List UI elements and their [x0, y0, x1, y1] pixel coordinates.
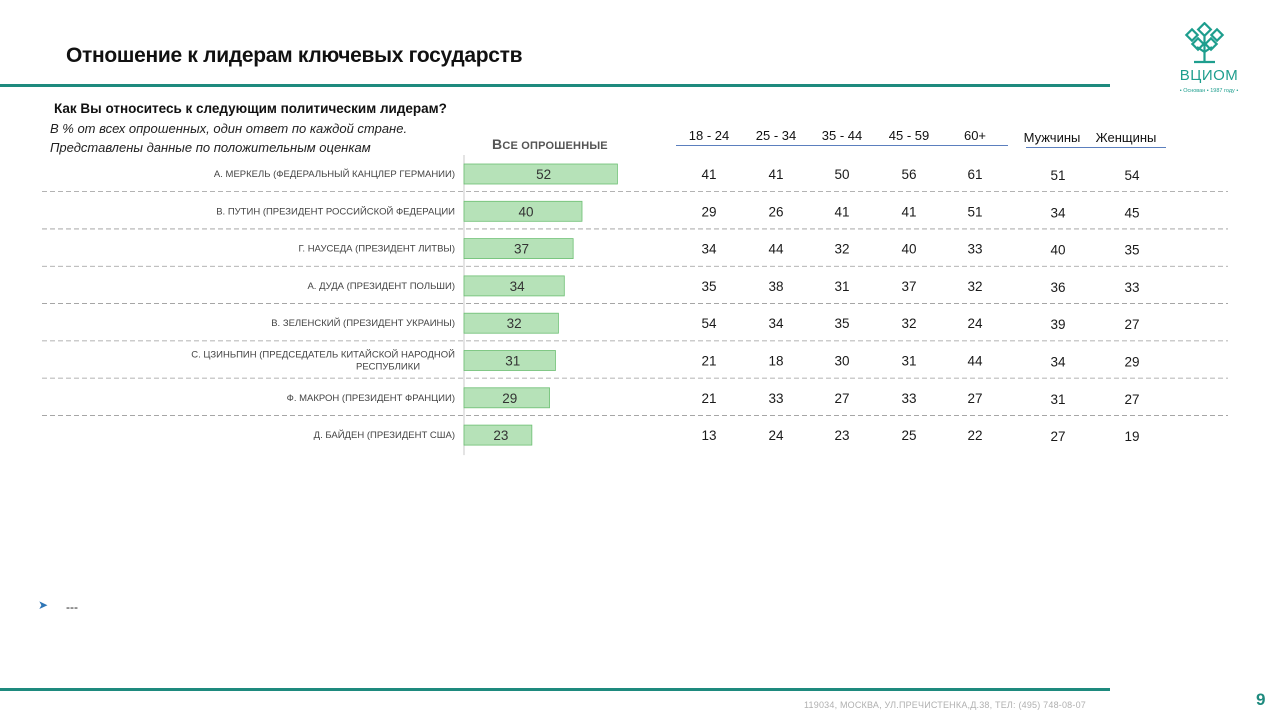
category-label: Г. Науседа (президент Литвы) [298, 243, 455, 255]
column-header: 60+ [963, 128, 987, 143]
slide-title: Отношение к лидерам ключевых государств [66, 44, 523, 67]
bar-value-label: 52 [536, 167, 552, 182]
table-cell: 29 [701, 204, 717, 220]
table-cell: 33 [768, 390, 784, 406]
category-label: В. Зеленский (президент Украины) [271, 318, 455, 330]
table-cell: 21 [701, 390, 717, 406]
table-cell: 22 [967, 428, 983, 444]
table-cell: 30 [834, 353, 850, 369]
table-cell: 32 [901, 316, 917, 332]
table-cell: 40 [1050, 242, 1066, 258]
column-header: Мужчины [1023, 130, 1081, 145]
table-cell: 54 [1124, 168, 1140, 183]
table-cell: 35 [701, 278, 717, 294]
column-header: 25 - 34 [755, 128, 797, 143]
table-cell: 32 [967, 278, 983, 294]
table-cell: 24 [967, 316, 983, 332]
category-label: А. Меркель (федеральный канцлер Германии) [213, 169, 455, 180]
footer-address: 119034, МОСКВА, УЛ.ПРЕЧИСТЕНКА,Д.38, ТЕЛ: (495) 748-08-07 [804, 700, 1086, 710]
table-cell: 34 [1050, 205, 1066, 221]
table-cell: 27 [1050, 429, 1066, 445]
bar-value-label: 37 [514, 241, 530, 257]
all-label-first: В [492, 136, 503, 152]
table-cell: 41 [834, 204, 850, 220]
category-label: С. Цзиньпин (председатель Китайской Народной Республики [191, 349, 455, 373]
table-cell: 44 [967, 353, 983, 369]
arrow-bullet-icon: ➤ [38, 598, 49, 612]
table-cell: 41 [701, 167, 717, 182]
bar-value-label: 40 [518, 204, 534, 220]
logo-tagline: • Основан • 1987 году • [1179, 88, 1239, 94]
category-label: А. Дуда (президент Польши) [307, 280, 455, 292]
table-cell: 40 [901, 241, 917, 257]
table-cell: 31 [834, 278, 850, 294]
table-cell: 44 [768, 241, 784, 257]
table-cell: 51 [1050, 168, 1066, 183]
bar-value-label: 31 [505, 353, 521, 369]
bar-value-label: 32 [506, 316, 522, 332]
note-line-2: Представлены данные по положительным оценкам [50, 140, 371, 155]
table-cell: 41 [768, 167, 784, 182]
bar-value-label: 29 [502, 390, 518, 406]
table-cell: 27 [834, 390, 850, 406]
table-cell: 29 [1124, 354, 1140, 370]
category-label: Д. Байден (президент США) [313, 430, 455, 442]
category-label: Ф. Макрон (президент Франции) [286, 392, 455, 404]
table-cell: 13 [701, 428, 717, 444]
column-header: 45 - 59 [888, 128, 930, 143]
table-cell: 41 [901, 204, 917, 220]
category-label: В. Путин (президент Российской Федерации [216, 206, 455, 218]
table-cell: 32 [834, 241, 850, 257]
table-cell: 21 [701, 353, 717, 369]
table-cell: 51 [967, 204, 983, 220]
all-label-rest: СЕ ОПРОШЕННЫЕ [502, 140, 608, 152]
table-cell: 38 [768, 278, 784, 294]
table-cell: 33 [1124, 279, 1140, 295]
logo-text: ВЦИОМ [1179, 67, 1239, 84]
table-cell: 27 [1124, 391, 1140, 407]
table-cell: 23 [834, 428, 850, 444]
column-header: 35 - 44 [821, 128, 863, 143]
table-cell: 56 [901, 167, 917, 182]
bottom-divider [0, 688, 1110, 691]
table-cell: 24 [768, 428, 784, 444]
table-cell: 26 [768, 204, 784, 220]
table-cell: 27 [967, 390, 983, 406]
table-cell: 33 [967, 241, 983, 257]
note-line-1: В % от всех опрошенных, один ответ по каждой стране. [50, 121, 408, 136]
table-cell: 31 [901, 353, 917, 369]
table-cell: 50 [834, 167, 850, 182]
table-cell: 37 [901, 278, 917, 294]
page-number: 9 [1256, 690, 1266, 709]
table-cell: 31 [1050, 391, 1066, 407]
bar-value-label: 23 [493, 428, 509, 444]
table-cell: 39 [1050, 317, 1066, 333]
table-cell: 35 [1124, 242, 1140, 258]
table-cell: 33 [901, 390, 917, 406]
table-cell: 34 [1050, 354, 1066, 370]
bullet-text: --- [66, 600, 78, 614]
table-cell: 54 [701, 316, 717, 332]
table-cell: 34 [768, 316, 784, 332]
column-header: Женщины [1095, 130, 1157, 145]
table-cell: 18 [768, 353, 784, 369]
table-cell: 36 [1050, 279, 1066, 295]
table-cell: 45 [1124, 205, 1140, 221]
table-cell: 25 [901, 428, 917, 444]
table-cell: 19 [1124, 429, 1140, 445]
survey-question: Как Вы относитесь к следующим политическим лидерам? [54, 101, 447, 116]
table-cell: 61 [967, 167, 983, 182]
bar-value-label: 34 [509, 278, 525, 294]
table-cell: 35 [834, 316, 850, 332]
table-cell: 34 [701, 241, 717, 257]
table-cell: 27 [1124, 317, 1140, 333]
column-header: 18 - 24 [688, 128, 730, 143]
